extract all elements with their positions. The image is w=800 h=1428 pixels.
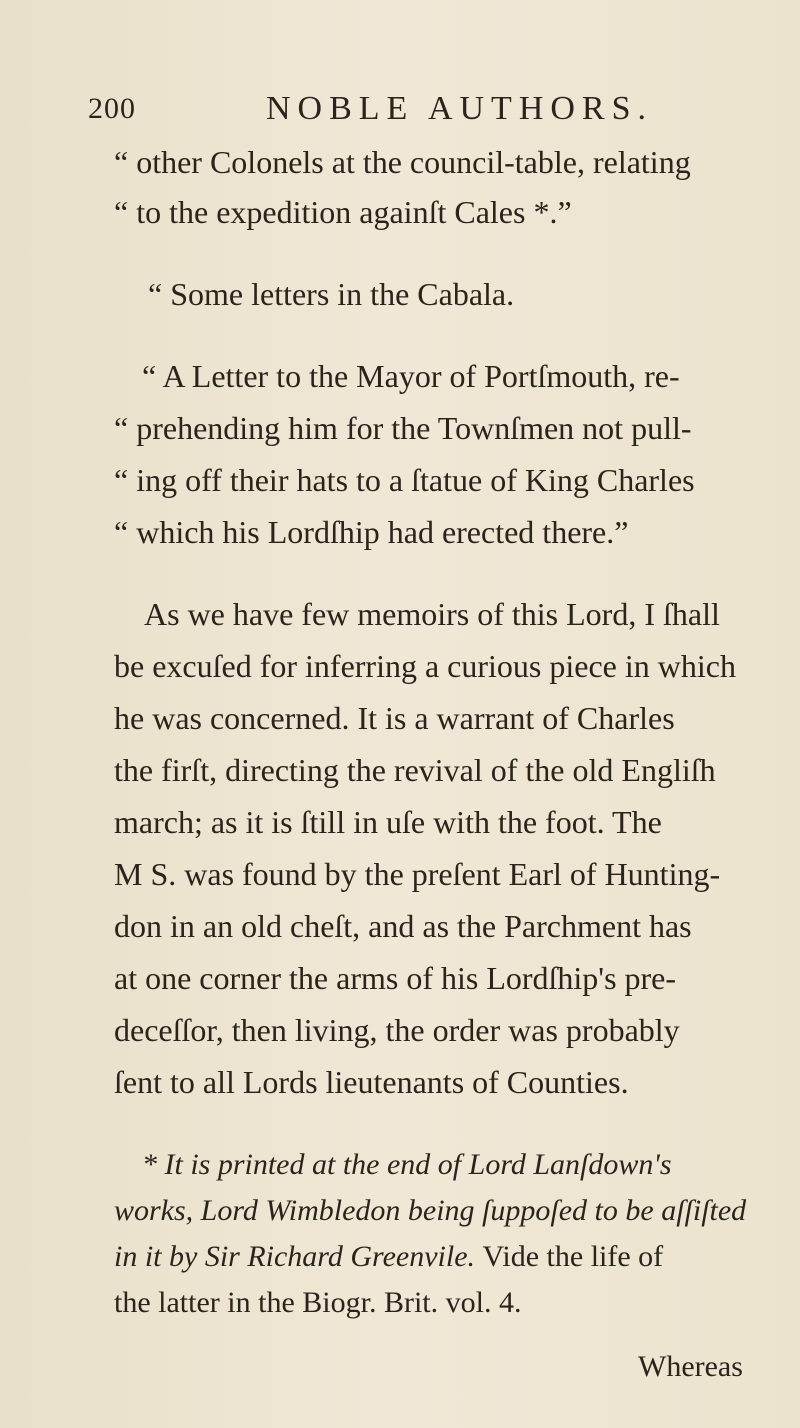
page-number: 200 [88,92,136,125]
text-line: “ ing off their hats to a ſtatue of King Charles [114,462,695,498]
text-line: “ A Letter to the Mayor of Portſmouth, re- [142,358,680,394]
text-line: “ which his Lordſhip had erected there.” [114,514,629,550]
catchword: Whereas [638,1350,743,1383]
footnote-line: the latter in the Biogr. Brit. vol. 4. [114,1286,522,1319]
text-line: deceſſor, then living, the order was probably [114,1012,680,1048]
text-line: don in an old cheſt, and as the Parchment has [114,908,692,944]
running-title: NOBLE AUTHORS. [266,90,654,127]
page-header [88,84,740,134]
text-line: M S. was found by the preſent Earl of Hunting- [114,856,721,892]
text-line: at one corner the arms of his Lordſhip's pre- [114,960,677,996]
text-line: “ other Colonels at the council-table, relating [114,144,691,180]
section-heading: “ Some letters in the Cabala. [148,276,515,312]
text-line: As we have few memoirs of this Lord, I ſhall [144,596,720,632]
text-line: he was concerned. It is a warrant of Charles [114,700,675,736]
text-line: be excuſed for inferring a curious piece in which [114,648,736,684]
footnote-line [114,1242,663,1272]
text-line: march; as it is ſtill in uſe with the foot. The [114,804,662,840]
footnote-line: * It is printed at the end of Lord Lanſdown's [142,1148,672,1181]
text-line: ſent to all Lords lieutenants of Counties. [114,1064,629,1100]
footnote-line: works, Lord Wimbledon being ſuppoſed to be aſſiſted [114,1194,747,1227]
text-line: the firſt, directing the revival of the old Engliſh [114,752,716,788]
text-line: “ prehending him for the Townſmen not pull- [114,410,692,446]
footnote-italic-segment: in it by Sir Richard Greenvile. [114,1240,476,1273]
text-line: “ to the expedition againſt Cales *.” [114,194,572,230]
footnote-roman-segment: Vide the life of [482,1240,664,1273]
